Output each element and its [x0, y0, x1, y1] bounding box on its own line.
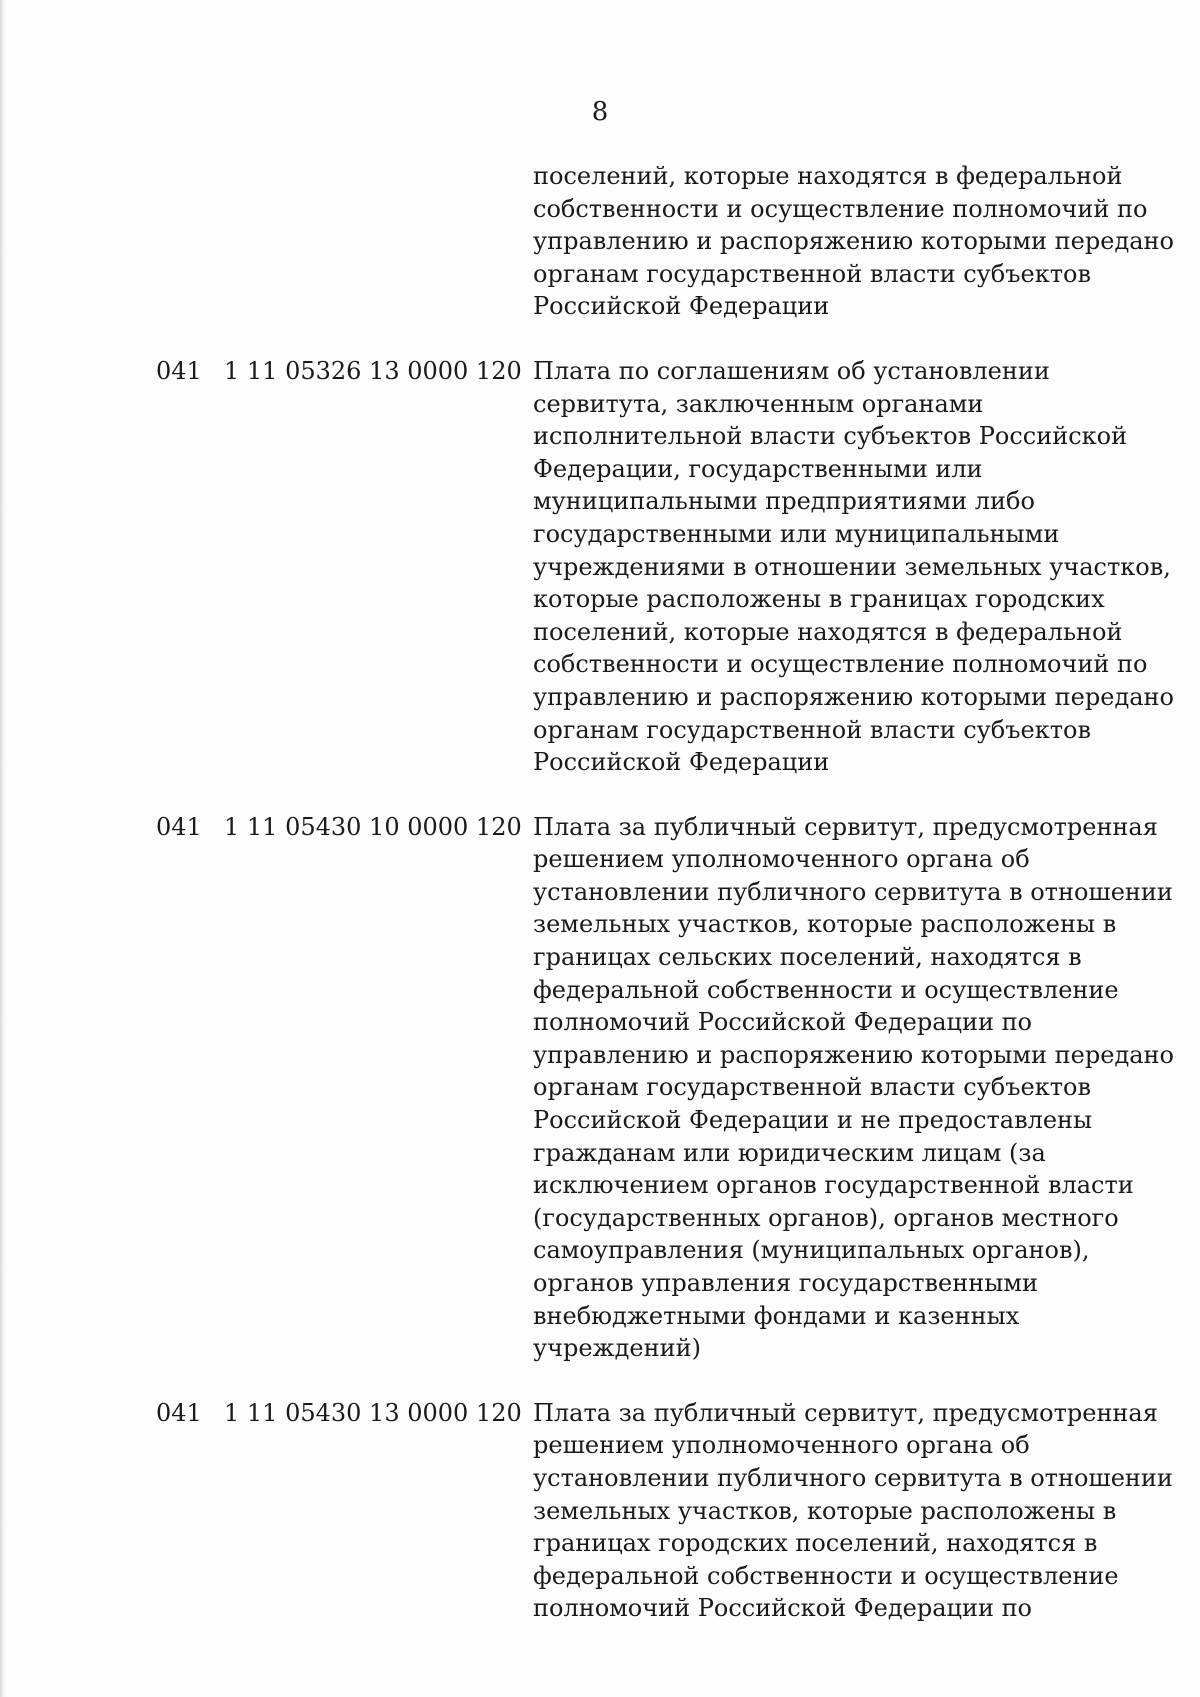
- description-line: сервитута, заключенным органами: [533, 389, 984, 418]
- admin-code: 041: [156, 356, 202, 385]
- description-line: земельных участков, которые расположены в: [533, 1496, 1117, 1525]
- description-line: Плата по соглашениям об установлении: [533, 356, 1050, 385]
- budget-classification-code: 1 11 05430 10 0000 120: [224, 812, 522, 841]
- description-line: полномочий Российской Федерации по: [533, 1594, 1033, 1623]
- description-line: органов управления государственными: [533, 1269, 1039, 1297]
- description-line: управлению и распоряжению которыми передано: [533, 682, 1174, 711]
- admin-code: 041: [156, 812, 202, 841]
- table-row: [0, 811, 1200, 1365]
- budget-classification-code: 1 11 05430 13 0000 120: [224, 1398, 522, 1427]
- description-line: границах городских поселений, находятся в: [533, 1529, 1098, 1558]
- description-line: установлении публичного сервитута в отношении: [533, 1463, 1173, 1492]
- description-line: поселений, которые находятся в федеральной: [533, 617, 1123, 646]
- description-line: внебюджетными фондами и казенных: [533, 1301, 1020, 1330]
- description-line: решением уполномоченного органа об: [533, 845, 1030, 874]
- description-line: гражданам или юридическим лицам (за: [533, 1138, 1046, 1167]
- description-line: которые расположены в границах городских: [533, 585, 1105, 614]
- description-line: (государственных органов), органов местного: [533, 1203, 1119, 1232]
- description-line: управлению и распоряжению которыми передано: [533, 227, 1174, 256]
- description-line: Российской Федерации: [533, 292, 830, 321]
- description-line: исполнительной власти субъектов Российской: [533, 422, 1128, 451]
- description-line: установлении публичного сервитута в отношении: [533, 877, 1173, 906]
- admin-code: 041: [156, 1398, 202, 1427]
- revenue-description: [533, 811, 1174, 1365]
- description-line: Российской Федерации и не предоставлены: [533, 1106, 1093, 1135]
- description-line: учреждениями в отношении земельных участков,: [533, 552, 1171, 581]
- description-line: поселений, которые находятся в федеральной: [533, 162, 1123, 190]
- description-line: федеральной собственности и осуществление: [533, 975, 1119, 1004]
- description-line: муниципальными предприятиями либо: [533, 487, 1035, 516]
- revenue-description: [533, 1397, 1173, 1625]
- description-line: федеральной собственности и осуществление: [533, 1561, 1119, 1590]
- description-line: управлению и распоряжению которыми передано: [533, 1040, 1174, 1069]
- description-line: собственности и осуществление полномочий по: [533, 194, 1148, 223]
- description-line: собственности и осуществление полномочий по: [533, 650, 1148, 679]
- description-line: органам государственной власти субъектов: [533, 715, 1091, 744]
- description-line: решением уполномоченного органа об: [533, 1431, 1030, 1460]
- description-line: Плата за публичный сервитут, предусмотренная: [533, 1398, 1158, 1427]
- description-line: государственными или муниципальными: [533, 519, 1060, 548]
- table-row: [0, 160, 1200, 323]
- description-line: Российской Федерации: [533, 748, 830, 777]
- table-row: [0, 355, 1200, 779]
- description-line: органам государственной власти субъектов: [533, 1073, 1091, 1102]
- description-line: самоуправления (муниципальных органов),: [533, 1236, 1090, 1265]
- description-line: Плата за публичный сервитут, предусмотренная: [533, 812, 1158, 841]
- budget-classification-code: 1 11 05326 13 0000 120: [224, 356, 522, 385]
- description-line: полномочий Российской Федерации по: [533, 1008, 1033, 1037]
- table-row: [0, 1397, 1200, 1625]
- description-line: исключением органов государственной власти: [533, 1171, 1134, 1200]
- revenue-code-table: [0, 160, 1200, 1657]
- description-line: учреждений): [533, 1334, 701, 1363]
- description-line: органам государственной власти субъектов: [533, 259, 1091, 288]
- description-line: границах сельских поселений, находятся в: [533, 943, 1082, 972]
- revenue-description: [533, 160, 1174, 323]
- page-number: 8: [591, 97, 609, 127]
- revenue-description: [533, 355, 1174, 779]
- description-line: Федерации, государственными или: [533, 454, 983, 483]
- description-line: земельных участков, которые расположены в: [533, 910, 1117, 939]
